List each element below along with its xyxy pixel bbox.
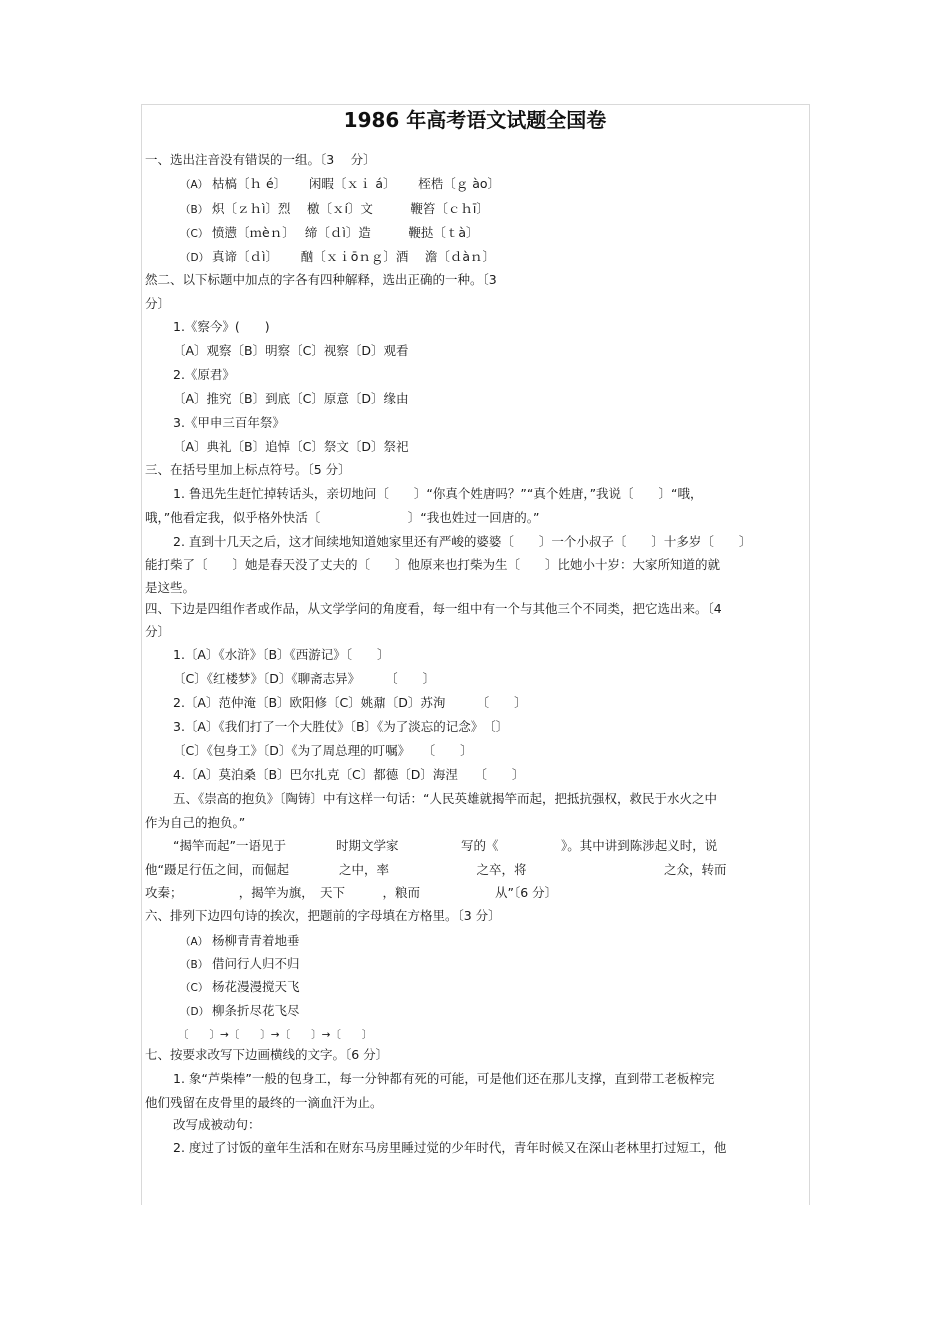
page-title: 1986 年高考语文试题全国卷 — [343, 108, 607, 132]
q5-line-5: 攻秦； ，揭竿为旗， 天下 ，粮而 从”〔6 分〕 — [145, 885, 558, 900]
q6-option-a-text: 杨柳青青着地垂 — [212, 933, 300, 948]
q7-p2-line1: 2. 度过了讨饭的童年生活和在财东马房里睡过觉的少年时代，青年时候又在深山老林里打过短工，他 — [173, 1140, 727, 1155]
q4-line-2: 〔C〕《红楼梦》〔D〕《聊斋志异》 〔 〕 — [173, 671, 436, 686]
q5-line-2: 作为自己的抱负。” — [145, 815, 246, 830]
q2-heading-cont: 分〕 — [145, 296, 171, 311]
q1-option-b-text: 炽〔ｚｈì〕烈 檄〔ｘí〕文 鞭笞〔ｃｈī〕 — [212, 201, 489, 216]
q1-option-d-label: （D） — [180, 252, 210, 264]
q4-line-6: 4.〔A〕莫泊桑〔B〕巴尔扎克〔C〕都德〔D〕海涅 〔 〕 — [173, 767, 525, 782]
q7-rewrite-label: 改写成被动句： — [173, 1117, 261, 1132]
q2-heading: 然二、以下标题中加点的字各有四种解释，选出正确的一种。〔3 — [145, 272, 497, 287]
q7-p1-line2: 他们残留在皮骨里的最终的一滴血汗为止。 — [145, 1095, 383, 1110]
q4-line-5: 〔C〕《包身工》〔D〕《为了周总理的叮嘱》 〔 〕 — [173, 743, 473, 758]
q1-option-c-text: 愤懑〔ｍèｎ〕 缔〔ｄì〕造 鞭挞〔ｔà〕 — [212, 225, 479, 240]
q2-item-2-choices: 〔A〕推究〔B〕到底〔C〕原意〔D〕缘由 — [173, 391, 409, 406]
q1-option-a-text: 枯槁〔ｈ é〕 闲暇〔ｘｉ á〕 桎梏〔ｇ ào〕 — [212, 176, 501, 191]
q4-heading: 四、下边是四组作者或作品，从文学学问的角度看，每一组中有一个与其他三个不同类，把它选出来。〔4 — [145, 601, 722, 616]
q6-option-a-label: （A） — [180, 936, 209, 948]
q1-option-d-text: 真谛〔ｄì〕 酗〔ｘｉōｎｇ〕酒 澹〔ｄàｎ〕 — [212, 249, 495, 264]
q4-line-4: 3.〔A〕《我们打了一个大胜仗》〔B〕《为了淡忘的记念》 〔〕 — [173, 719, 509, 734]
q7-heading: 七、按要求改写下边画横线的文字。〔6 分〕 — [145, 1047, 389, 1062]
q2-item-1-title: 1.《察今》( ) — [173, 319, 270, 334]
q6-option-d-label: （D） — [180, 1006, 210, 1018]
q6-option-c-text: 杨花漫漫搅天飞 — [212, 979, 300, 994]
q3-heading: 三、在括号里加上标点符号。〔5 分〕 — [145, 462, 351, 477]
q2-item-3-title: 3.《甲申三百年祭》 — [173, 415, 285, 430]
q5-line-1: 五、《崇高的抱负》〔陶铸〕中有这样一句话：“人民英雄就揭竿而起，把抵抗强权，救民于水火之中 — [173, 791, 717, 806]
q6-heading: 六、排列下边四句诗的挨次，把题前的字母填在方格里。〔3 分〕 — [145, 908, 501, 923]
q1-option-c-label: （C） — [180, 228, 209, 240]
q3-p2-line1: 2. 直到十几天之后，这才间续地知道她家里还有严峻的婆婆〔 〕一个小叔子〔 〕十多岁〔 〕 — [173, 534, 752, 549]
q6-answer-boxes[interactable]: 〔 〕→〔 〕→〔 〕→〔 〕 — [178, 1029, 373, 1041]
q1-option-b-label: （B） — [180, 204, 209, 216]
q1-option-a-label: （A） — [180, 179, 209, 191]
q3-p1-line1: 1. 鲁迅先生赶忙掉转话头，亲切地问〔 〕“你真个姓唐吗？”“真个姓唐，”我说〔 〕“哦， — [173, 486, 703, 501]
q6-option-d-text: 柳条折尽花飞尽 — [212, 1003, 300, 1018]
q2-item-1-choices: 〔A〕观察〔B〕明察〔C〕视察〔D〕观看 — [173, 343, 409, 358]
q4-line-1: 1.〔A〕《水浒》〔B〕《西游记》〔 〕 — [173, 647, 390, 662]
q6-option-b-text: 借问行人归不归 — [212, 956, 300, 971]
q4-line-3: 2.〔A〕范仲淹〔B〕欧阳修〔C〕姚鼐〔D〕苏洵 〔 〕 — [173, 695, 527, 710]
q1-heading: 一、选出注音没有错误的一组。〔3 分〕 — [145, 152, 376, 167]
q2-item-3-choices: 〔A〕典礼〔B〕追悼〔C〕祭文〔D〕祭祀 — [173, 439, 409, 454]
q3-p2-line3: 是这些。 — [145, 580, 196, 595]
q3-p1-line2: 哦，”他看定我，似乎格外快活〔 〕“我也姓过一回唐的。” — [145, 510, 540, 525]
q6-option-c-label: （C） — [180, 982, 209, 994]
q7-p1-line1: 1. 象“芦柴棒”一般的包身工，每一分钟都有死的可能，可是他们还在那儿支撑，直到带工老板榨完 — [173, 1071, 715, 1086]
q5-line-3: “揭竿而起”一语见于 时期文学家 写的《 》。其中讲到陈涉起义时，说 — [173, 838, 718, 853]
q3-p2-line2: 能打柴了〔 〕她是春天没了丈夫的〔 〕他原来也打柴为生〔 〕比她小十岁：大家所知道的就 — [145, 557, 721, 572]
q2-item-2-title: 2.《原君》 — [173, 367, 235, 382]
q6-option-b-label: （B） — [180, 959, 209, 971]
q5-line-4: 他“蹑足行伍之间，而倔起 之中，率 之卒，将 之众，转而 — [145, 862, 727, 877]
q4-heading-cont: 分〕 — [145, 624, 171, 639]
